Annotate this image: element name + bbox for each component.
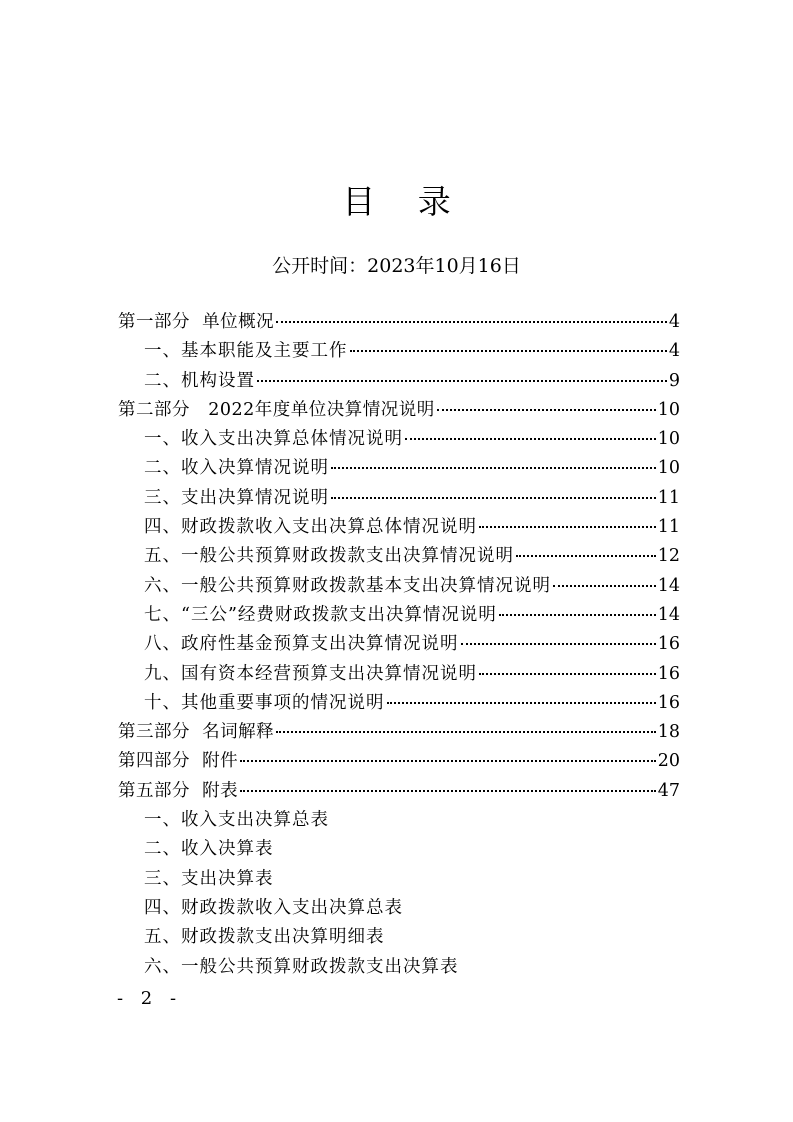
toc-section-entry[interactable] <box>118 454 680 483</box>
toc-entry-label: 九、国有资本经营预算支出决算情况说明 <box>144 663 477 684</box>
toc-section-entry[interactable] <box>118 484 680 513</box>
toc-section-entry[interactable] <box>118 542 680 571</box>
toc-entry-label: 十、其他重要事项的情况说明 <box>144 692 385 713</box>
dot-leader <box>479 526 656 528</box>
toc-entry-label: 七、“三公”经费财政拨款支出决算情况说明 <box>144 604 497 625</box>
toc-entry-label: 第五部分 附表 <box>118 780 239 801</box>
publish-date: 公开时间：2023年10月16日 <box>272 255 521 277</box>
toc-entry-label: 三、支出决算表 <box>144 868 274 889</box>
toc-entry-page: 10 <box>657 429 680 450</box>
toc-entry-label: 第四部分 附件 <box>118 751 239 772</box>
toc-section-entry[interactable] <box>118 630 680 659</box>
toc-part-entry[interactable] <box>118 747 680 776</box>
toc-part-entry[interactable] <box>118 396 680 425</box>
dot-leader <box>461 643 656 645</box>
toc-entry-label: 一、收入支出决算总体情况说明 <box>144 429 403 450</box>
toc-section-entry[interactable] <box>118 689 680 718</box>
toc-section-entry[interactable] <box>118 425 680 454</box>
toc-section-entry[interactable] <box>118 367 680 396</box>
toc-entry-label: 四、财政拨款收入支出决算总表 <box>144 897 403 918</box>
toc-entry-label: 五、财政拨款支出决算明细表 <box>144 927 385 948</box>
dot-leader <box>499 614 656 616</box>
toc-part-entry[interactable] <box>118 718 680 747</box>
toc-entry-label: 二、机构设置 <box>144 370 255 391</box>
toc-entry-page: 12 <box>657 546 680 567</box>
toc-entry-page: 11 <box>657 487 680 508</box>
dot-leader <box>240 790 656 792</box>
toc-section-entry[interactable] <box>118 953 680 982</box>
toc-entry-label: 第一部分 单位概况 <box>118 312 275 332</box>
toc-entry-page: 18 <box>657 722 680 743</box>
toc-entry-page: 14 <box>657 604 680 625</box>
toc-entry-page: 16 <box>657 692 680 713</box>
dot-leader <box>257 380 667 382</box>
toc-section-entry[interactable] <box>118 337 680 366</box>
toc-entry-label: 四、财政拨款收入支出决算总体情况说明 <box>144 517 477 538</box>
toc-section-entry[interactable] <box>118 865 680 894</box>
toc-part-entry[interactable] <box>118 777 680 806</box>
dot-leader <box>479 673 656 675</box>
toc-entry-page: 4 <box>668 312 680 332</box>
toc-entry-label: 六、一般公共预算财政拨款支出决算表 <box>144 956 459 977</box>
toc-section-entry[interactable] <box>118 923 680 952</box>
toc-section-entry[interactable] <box>118 894 680 923</box>
dot-leader <box>331 467 656 469</box>
toc-entry-label: 一、收入支出决算总表 <box>144 810 329 831</box>
toc-entry-page: 4 <box>668 341 680 362</box>
toc-entry-page: 20 <box>657 751 680 772</box>
toc-entry-label: 三、支出决算情况说明 <box>144 487 329 508</box>
toc-entry-page: 16 <box>657 634 680 655</box>
dot-leader <box>437 409 656 411</box>
page-number: - 2 - <box>117 988 183 1009</box>
dot-leader <box>350 350 667 352</box>
dot-leader <box>240 760 656 762</box>
toc-entry-label: 一、基本职能及主要工作 <box>144 341 348 362</box>
dot-leader <box>276 731 656 733</box>
toc-section-entry[interactable] <box>118 835 680 864</box>
toc-section-entry[interactable] <box>118 601 680 630</box>
toc-section-entry[interactable] <box>118 660 680 689</box>
toc-entry-page: 16 <box>657 663 680 684</box>
toc-entry-page: 14 <box>657 575 680 596</box>
dot-leader <box>387 702 656 704</box>
toc-entry-label: 第三部分 名词解释 <box>118 722 275 743</box>
toc-entry-label: 五、一般公共预算财政拨款支出决算情况说明 <box>144 546 514 567</box>
toc-entry-label: 二、收入决算情况说明 <box>144 458 329 479</box>
toc-part-entry[interactable] <box>118 308 680 337</box>
dot-leader <box>553 585 656 587</box>
dot-leader <box>276 321 667 323</box>
toc-entry-label: 二、收入决算表 <box>144 839 274 860</box>
toc-section-entry[interactable] <box>118 572 680 601</box>
toc-entry-page: 11 <box>657 517 680 538</box>
dot-leader <box>516 555 656 557</box>
toc-entry-label: 六、一般公共预算财政拨款基本支出决算情况说明 <box>144 575 551 596</box>
toc-entry-page: 10 <box>657 458 680 479</box>
toc-section-entry[interactable] <box>118 513 680 542</box>
toc-entry-page: 9 <box>668 370 680 391</box>
page-title: 目 录 <box>342 182 467 221</box>
toc-entry-page: 10 <box>657 399 680 420</box>
dot-leader <box>405 438 656 440</box>
toc-entry-page: 47 <box>657 780 680 801</box>
toc-entry-label: 八、政府性基金预算支出决算情况说明 <box>144 634 459 655</box>
dot-leader <box>331 497 656 499</box>
table-of-contents <box>118 308 680 982</box>
toc-entry-label: 第二部分 2022年度单位决算情况说明 <box>118 399 435 420</box>
toc-section-entry[interactable] <box>118 806 680 835</box>
